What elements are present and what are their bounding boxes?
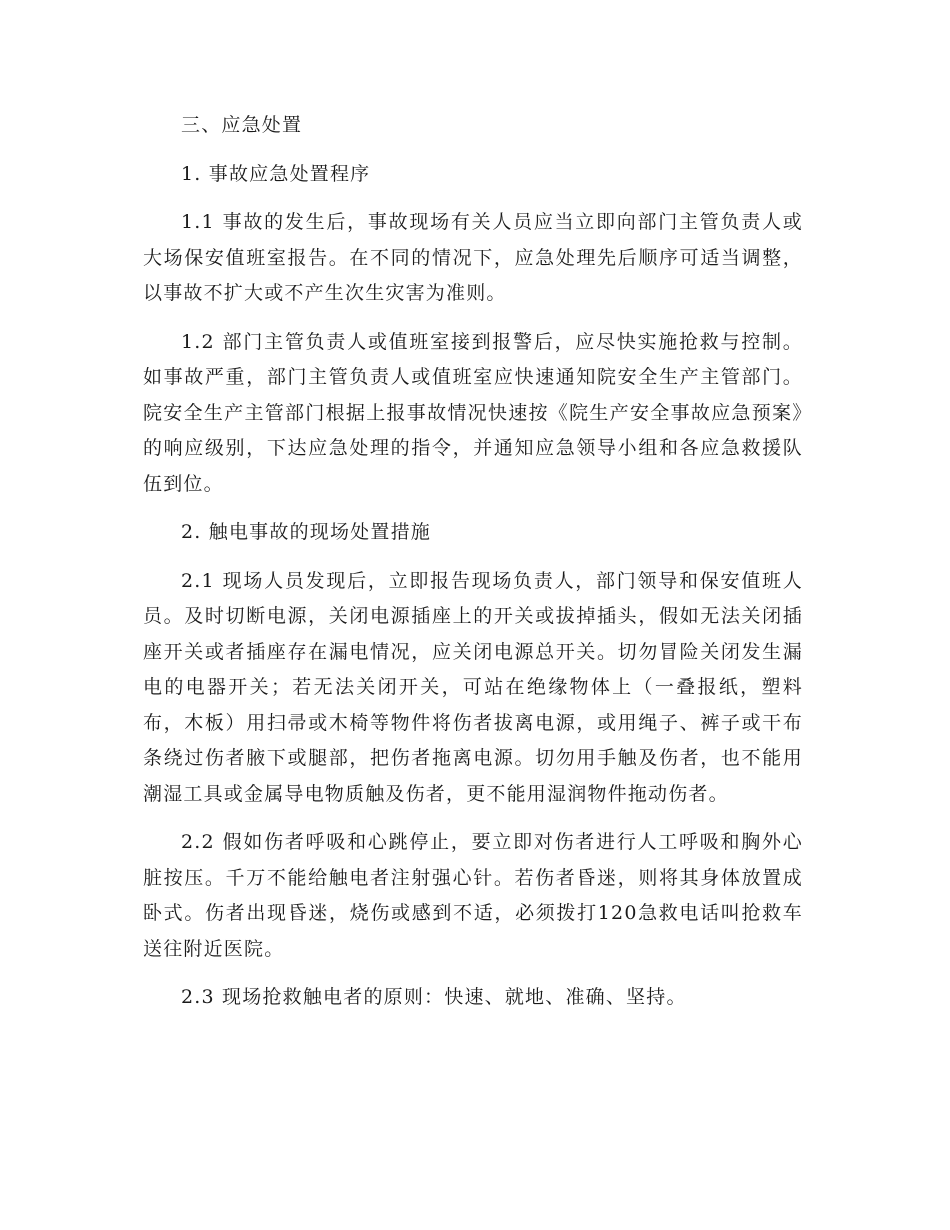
document-body — [143, 108, 803, 1029]
subsection-heading-2: 2. 触电事故的现场处置措施 — [181, 521, 431, 543]
paragraph-2-1: 2.1 现场人员发现后，立即报告现场负责人，部门领导和保安值班人员。及时切断电源，关闭电源插座上的开关或拔掉插头，假如无法关闭插座开关或者插座存在漏电情况，应关闭电源总开关。切勿冒险关闭发生漏电的电器开关；若无法关闭开关，可站在绝缘物体上（一叠报纸，塑料布，木板）用扫帚或木椅等物件将伤者拔离电源，或用绳子、裤子或干布条绕过伤者腋下或腿部，把伤者拖离电源。切勿用手触及伤者，也不能用潮湿工具或金属导电物质触及伤者，更不能用湿润物件拖动伤者。 — [143, 569, 803, 805]
subsection-heading-1: 1. 事故应急处置程序 — [181, 162, 371, 185]
paragraph-1-1: 1.1 事故的发生后，事故现场有关人员应当立即向部门主管负责人或大场保安值班室报告。在不同的情况下，应急处理先后顺序可适当调整，以事故不扩大或不产生次生灾害为准则。 — [143, 211, 803, 304]
paragraph-1-2: 1.2 部门主管负责人或值班室接到报警后，应尽快实施抢救与控制。如事故严重，部门主管负责人或值班室应快速通知院安全生产主管部门。院安全生产主管部门根据上报事故情况快速按《院生产安全事故应急预案》的响应级别，下达应急处理的指令，并通知应急领导小组和各应急救援队伍到位。 — [143, 330, 803, 495]
paragraph-2-3: 2.3 现场抢救触电者的原则：快速、就地、准确、坚持。 — [181, 986, 687, 1008]
section-title: 三、应急处置 — [181, 114, 303, 136]
paragraph-2-2: 2.2 假如伤者呼吸和心跳停止，要立即对伤者进行人工呼吸和胸外心脏按压。千万不能给触电者注射强心针。若伤者昏迷，则将其身体放置成卧式。伤者出现昏迷，烧伤或感到不适，必须拨打120急救电话叫抢救车送往附近医院。 — [143, 831, 803, 960]
